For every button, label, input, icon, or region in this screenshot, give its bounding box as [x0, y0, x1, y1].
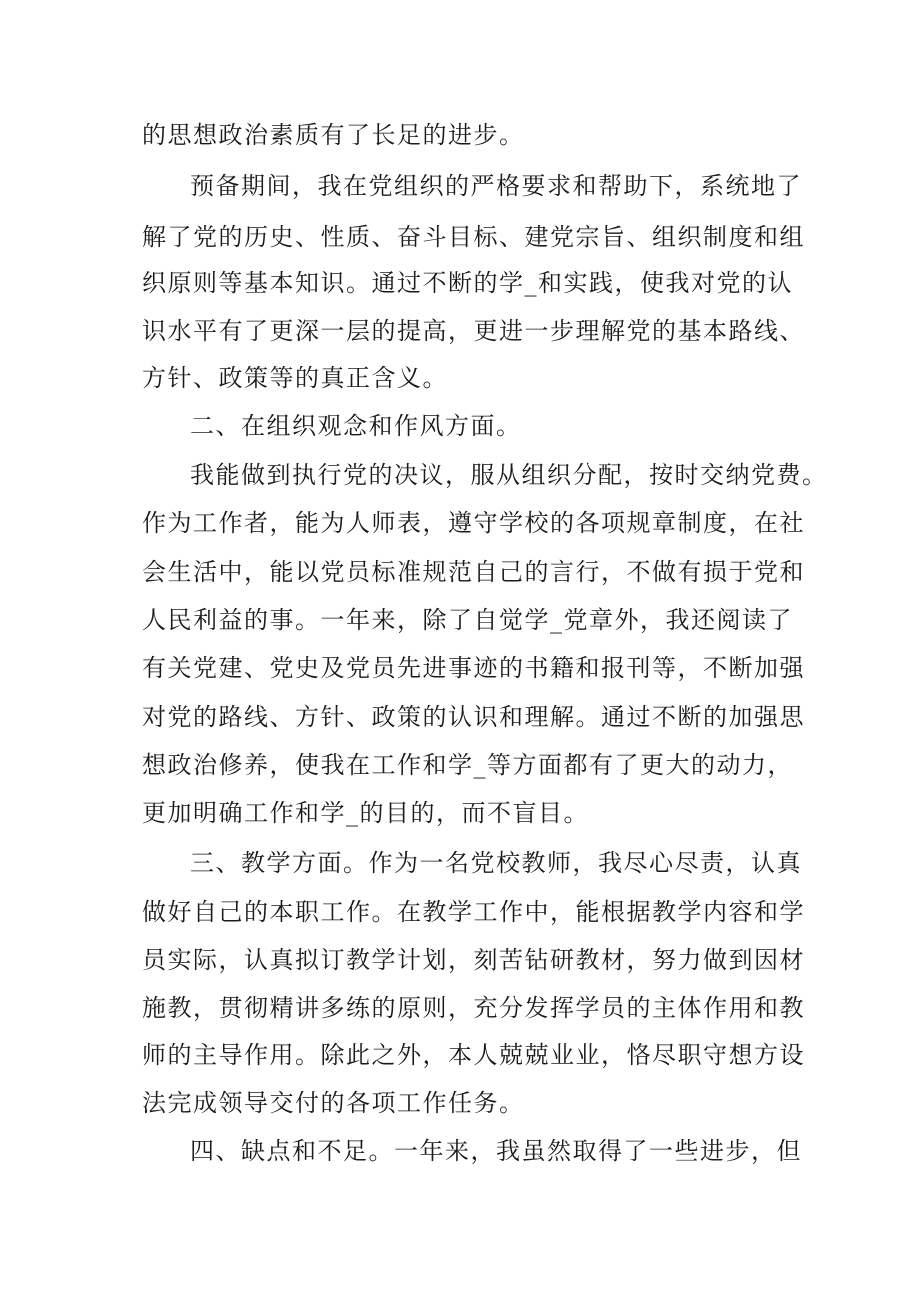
- text-line: 对党的路线、方针、政策的认识和理解。通过不断的加强思: [142, 703, 805, 731]
- text-line: 有关党建、党史及党员先进事迹的书籍和报刊等，不断加强: [142, 654, 805, 682]
- paragraph-start-line: 预备期间，我在党组织的严格要求和帮助下，系统地了: [190, 172, 802, 200]
- text-line: 做好自己的本职工作。在教学工作中，能根据教学内容和学: [142, 898, 805, 926]
- text-line: 织原则等基本知识。通过不断的学_和实践，使我对党的认: [142, 269, 793, 297]
- text-line: 识水平有了更深一层的提高，更进一步理解党的基本路线、: [142, 317, 805, 345]
- text-line: 方针、政策等的真正含义。: [142, 364, 448, 392]
- paragraph-start-line: 我能做到执行党的决议，服从组织分配，按时交纳党费。: [190, 461, 828, 489]
- text-line: 施教，贯彻精讲多练的原则，充分发挥学员的主体作用和教: [142, 994, 805, 1022]
- section-heading-2: 二、在组织观念和作风方面。: [190, 412, 522, 440]
- text-line: 人民利益的事。一年来，除了自觉学_党章外，我还阅读了: [142, 606, 793, 634]
- section-heading-4: 四、缺点和不足。一年来，我虽然取得了一些进步，但: [190, 1137, 802, 1165]
- text-line: 员实际，认真拟订教学计划，刻苦钻研教材，努力做到因材: [142, 946, 805, 974]
- text-line: 作为工作者，能为人师表，遵守学校的各项规章制度，在社: [142, 509, 805, 537]
- text-line: 解了党的历史、性质、奋斗目标、建党宗旨、组织制度和组: [142, 223, 805, 251]
- text-line: 的思想政治素质有了长足的进步。: [142, 121, 525, 149]
- text-line: 师的主导作用。除此之外，本人兢兢业业，恪尽职守想方设: [142, 1041, 805, 1069]
- text-line: 更加明确工作和学_的目的，而不盲目。: [142, 799, 589, 827]
- text-line: 想政治修养，使我在工作和学_等方面都有了更大的动力，: [142, 751, 793, 779]
- text-line: 法完成领导交付的各项工作任务。: [142, 1089, 525, 1117]
- section-heading-3: 三、教学方面。作为一名党校教师，我尽心尽责，认真: [190, 849, 802, 877]
- text-line: 会生活中，能以党员标准规范自己的言行，不做有损于党和: [142, 558, 805, 586]
